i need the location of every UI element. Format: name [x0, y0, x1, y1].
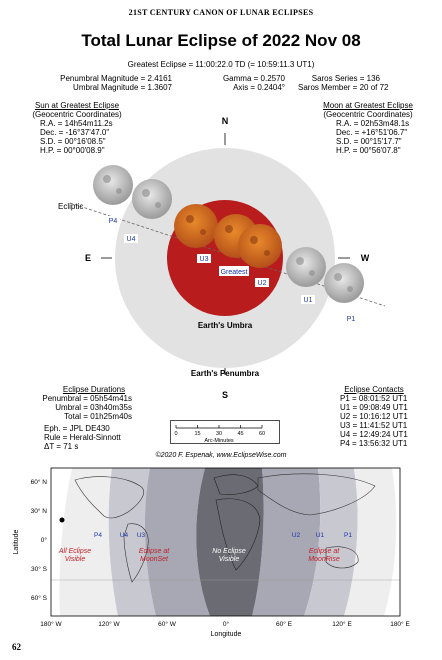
axis-value: Axis = 0.2404° [233, 83, 285, 92]
moon-title: Moon at Greatest Eclipse [323, 101, 413, 110]
ephemeris-info [44, 424, 121, 451]
east-label: E [84, 253, 92, 263]
durations-title: Eclipse Durations [62, 385, 126, 394]
ecliptic-label: Ecliptic [58, 202, 84, 211]
umbra-label: Earth's Umbra [197, 321, 253, 330]
moon-dec: Dec. = +16°51'06.7" [336, 128, 408, 137]
scale-tick-45: 45 [237, 431, 244, 437]
zone-moonrise: Eclipse at MoonRise [308, 548, 340, 563]
moon-ra: R.A. = 02h53m48.1s [336, 119, 410, 128]
map-xlabel: Longitude [210, 631, 242, 638]
moon-p1 [324, 263, 364, 303]
magnitude-block [60, 74, 172, 92]
contact-p1: P1 = 08:01:52 UT1 [340, 394, 408, 403]
scale-tick-15: 15 [194, 431, 201, 437]
sun-title: Sun at Greatest Eclipse [34, 101, 120, 110]
saros-series: Saros Series = 136 [311, 74, 380, 83]
lon-tick-180w: 180° W [40, 621, 62, 628]
lon-tick-120w: 120° W [98, 621, 120, 628]
contact-p4: P4 = 13:56:32 UT1 [340, 439, 408, 448]
zone-no-eclipse: No Eclipse Visible [212, 548, 246, 563]
lon-tick-0: 0° [222, 621, 230, 628]
moon-u4 [132, 179, 172, 219]
eclipse-durations [34, 385, 154, 421]
penumbral-magnitude: Penumbral Magnitude = 2.4161 [60, 74, 172, 83]
moon-u1 [286, 247, 326, 287]
moon-sd: S.D. = 00°15'17.7" [336, 137, 402, 146]
lon-tick-180e: 180° E [390, 621, 410, 628]
greatest-eclipse-time: Greatest Eclipse = 11:00:22.0 TD (= 10:59:11.3 UT1) [127, 60, 315, 69]
page-title: Total Lunar Eclipse of 2022 Nov 08 [81, 31, 361, 50]
gamma-block [190, 74, 285, 92]
sun-dec: Dec. = -16°37'47.0" [40, 128, 110, 137]
map-contact-u3: U3 [136, 532, 146, 539]
contact-u3: U3 = 11:41:52 UT1 [340, 421, 408, 430]
contact-u1: U1 = 09:08:49 UT1 [340, 403, 408, 412]
lat-tick-60s: 60° S [31, 595, 47, 602]
south-label: S [221, 390, 229, 400]
copyright: ©2020 F. Espenak, www.EclipseWise.com [155, 452, 287, 459]
contact-label-p1: P1 [346, 316, 356, 323]
page-number: 62 [12, 642, 21, 652]
moon-u3 [174, 204, 218, 248]
greatest-label: Greatest [220, 269, 248, 276]
contact-label-u2: U2 [257, 280, 267, 287]
scale-tick-60: 60 [258, 431, 266, 437]
map-contact-u1: U1 [315, 532, 325, 539]
sun-sd: S.D. = 00°16'08.5" [40, 137, 106, 146]
north-label: N [221, 116, 229, 126]
night-zone [196, 468, 263, 616]
contact-label-u4: U4 [126, 236, 136, 243]
ephemeris: Eph. = JPL DE430 [44, 424, 110, 433]
moon-hp: H.P. = 00°56'07.8" [336, 146, 401, 155]
map-contact-u2: U2 [291, 532, 301, 539]
lat-tick-30n: 30° N [30, 508, 47, 515]
lon-tick-120e: 120° E [332, 621, 352, 628]
umbral-magnitude: Umbral Magnitude = 1.3607 [73, 83, 172, 92]
lat-tick-30s: 30° S [31, 566, 47, 573]
lon-tick-60w: 60° W [158, 621, 176, 628]
moon-subtitle: (Geocentric Coordinates) [323, 110, 413, 119]
duration-penumbral: Penumbral = 05h54m41s [42, 394, 132, 403]
scale-tick-0: 0 [174, 431, 178, 437]
eclipse-diagram [0, 110, 442, 400]
contacts-title: Eclipse Contacts [344, 385, 404, 394]
saros-member: Saros Member = 20 of 72 [298, 83, 389, 92]
map-ylabel: Latitude [13, 529, 20, 555]
contact-label-u1: U1 [303, 297, 313, 304]
gamma-value: Gamma = 0.2570 [222, 74, 285, 83]
scale-tick-30: 30 [215, 431, 223, 437]
subsolar-marker [60, 518, 65, 523]
series-title: 21ST CENTURY CANON OF LUNAR ECLIPSES [128, 8, 314, 17]
contact-u4: U4 = 12:49:24 UT1 [340, 430, 408, 439]
map-contact-p1: P1 [344, 532, 352, 539]
penumbra-label: Earth's Penumbra [190, 369, 260, 378]
moon-p4 [93, 165, 133, 205]
delta-t: ΔT = 71 s [44, 442, 79, 451]
zone-all-visible: All Eclipse Visible [58, 548, 92, 563]
limb-rule: Rule = Herald-Sinnott [44, 433, 121, 442]
lon-tick-60e: 60° E [276, 621, 292, 628]
lat-tick-0: 0° [40, 537, 47, 544]
contact-label-u3: U3 [199, 256, 209, 263]
scale-label: Arc-Minutes [204, 438, 234, 444]
zone-moonset: Eclipse at MoonSet [138, 548, 170, 563]
eclipse-contacts [326, 385, 422, 448]
moon-u2 [238, 224, 282, 268]
map-contact-u4: U4 [119, 532, 129, 539]
sun-hp: H.P. = 00°00'08.9" [40, 146, 105, 155]
sun-subtitle: (Geocentric Coordinates) [32, 110, 122, 119]
map-contact-p4: P4 [94, 532, 102, 539]
contact-u2: U2 = 10:16:12 UT1 [340, 412, 408, 421]
arc-minute-scale [170, 420, 280, 444]
duration-total: Total = 01h25m40s [64, 412, 132, 421]
saros-block [298, 74, 389, 92]
sun-ra: R.A. = 14h54m11.2s [40, 119, 113, 128]
duration-umbral: Umbral = 03h40m35s [55, 403, 132, 412]
lat-tick-60n: 60° N [30, 479, 47, 486]
west-label: W [360, 253, 370, 263]
contact-label-p4: P4 [108, 218, 118, 225]
